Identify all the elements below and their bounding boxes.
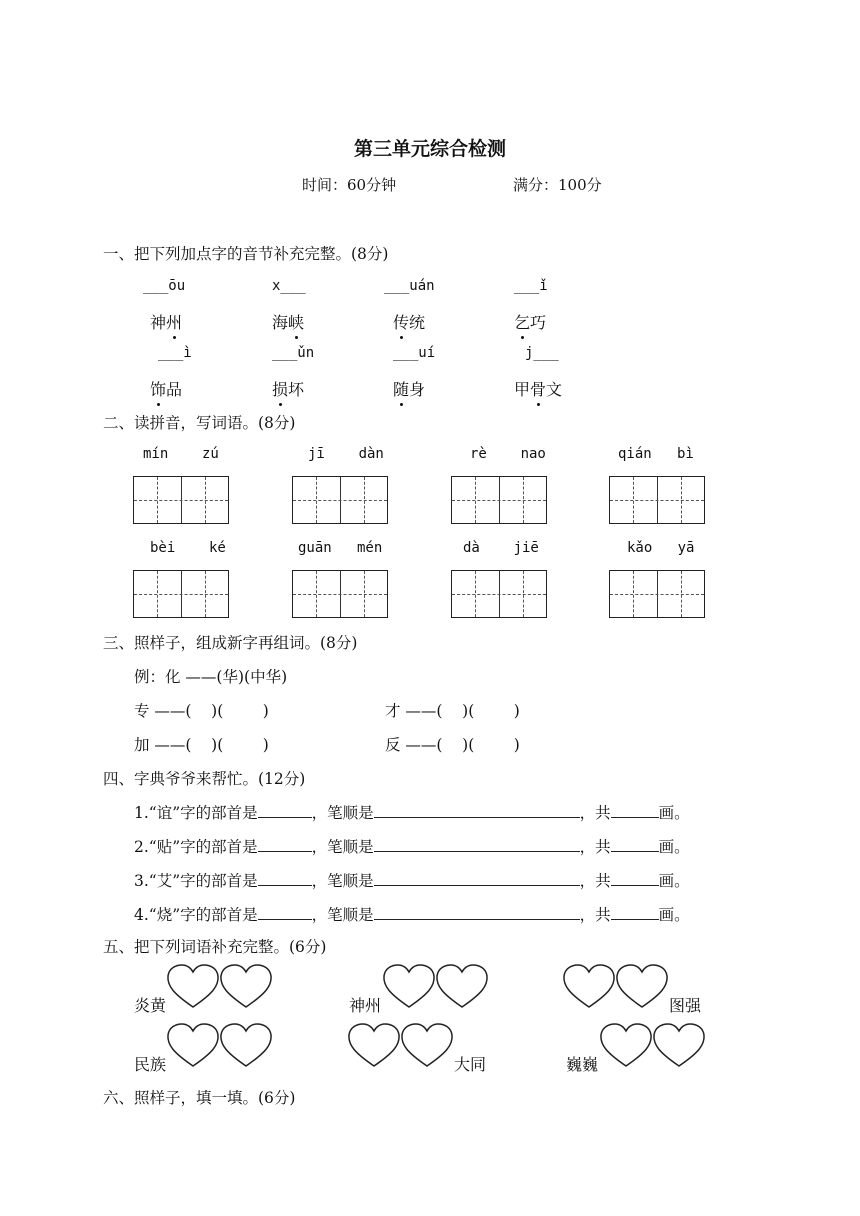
- word-with-dot: 传统: [393, 313, 426, 332]
- compose-item[interactable]: 反 ——( )( ): [385, 736, 520, 754]
- stroke-count-blank[interactable]: [611, 904, 659, 920]
- pinyin-label: guān mén: [298, 540, 383, 556]
- dictionary-item: 2.“贴”字的部首是 ，笔顺是 ，共 画。: [134, 838, 690, 856]
- compose-item[interactable]: 专 ——( )( ): [134, 702, 269, 720]
- section-1-heading: 一、把下列加点字的音节补充完整。(8分): [103, 245, 389, 263]
- pinyin-blank: ___uán: [384, 278, 435, 294]
- section-4-heading: 四、字典爷爷来帮忙。(12分): [103, 770, 306, 788]
- word-with-dot: 甲骨文: [514, 380, 563, 399]
- pinyin-blank: j___: [525, 345, 559, 361]
- pinyin-label: dà jiē: [463, 540, 539, 556]
- section-6-heading: 六、照样子，填一填。(6分): [103, 1089, 296, 1107]
- radical-blank[interactable]: [258, 802, 312, 818]
- section-2-heading: 二、读拼音，写词语。(8分): [103, 414, 296, 432]
- heart-blank-icon[interactable]: [562, 964, 616, 1010]
- stroke-count-blank[interactable]: [611, 802, 659, 818]
- writing-grid[interactable]: [292, 570, 388, 618]
- word-with-dot: 随身: [393, 380, 426, 399]
- radical-blank[interactable]: [258, 836, 312, 852]
- section-3-heading: 三、照样子，组成新字再组词。(8分): [103, 634, 358, 652]
- full-score: 满分：100分: [513, 176, 602, 194]
- pinyin-label: jī dàn: [308, 446, 384, 462]
- word-with-dot: 神州: [150, 313, 183, 332]
- writing-grid[interactable]: [451, 570, 547, 618]
- stroke-order-blank[interactable]: [374, 870, 580, 886]
- heart-blank-icon[interactable]: [219, 1023, 273, 1069]
- pinyin-label: rè nao: [470, 446, 546, 462]
- word-with-dot: 乞巧: [514, 313, 547, 332]
- section-5-heading: 五、把下列词语补充完整。(6分): [103, 938, 327, 956]
- radical-blank[interactable]: [258, 870, 312, 886]
- phrase-label: 炎黄: [134, 996, 167, 1015]
- heart-blank-icon[interactable]: [347, 1023, 401, 1069]
- stroke-order-blank[interactable]: [374, 802, 580, 818]
- heart-blank-icon[interactable]: [219, 964, 273, 1010]
- heart-blank-icon[interactable]: [652, 1023, 706, 1069]
- pinyin-label: kǎo yā: [627, 540, 695, 556]
- writing-grid[interactable]: [609, 476, 705, 524]
- word-with-dot: 海峡: [272, 313, 305, 332]
- pinyin-label: bèi ké: [150, 540, 226, 556]
- heart-blank-icon[interactable]: [166, 964, 220, 1010]
- writing-grid[interactable]: [292, 476, 388, 524]
- pinyin-blank: ___ōu: [143, 278, 186, 294]
- phrase-label: 大同: [454, 1055, 487, 1074]
- heart-blank-icon[interactable]: [615, 964, 669, 1010]
- pinyin-label: mín zú: [143, 446, 219, 462]
- compose-item[interactable]: 加 ——( )( ): [134, 736, 269, 754]
- writing-grid[interactable]: [133, 570, 229, 618]
- dictionary-item: 1.“谊”字的部首是 ，笔顺是 ，共 画。: [134, 804, 690, 822]
- pinyin-blank: x___: [272, 278, 306, 294]
- radical-blank[interactable]: [258, 904, 312, 920]
- writing-grid[interactable]: [133, 476, 229, 524]
- dictionary-item: 3.“艾”字的部首是 ，笔顺是 ，共 画。: [134, 872, 690, 890]
- pinyin-blank: ___uí: [393, 345, 436, 361]
- time-limit: 时间：60分钟: [302, 176, 397, 194]
- compose-item[interactable]: 才 ——( )( ): [385, 702, 520, 720]
- heart-blank-icon[interactable]: [166, 1023, 220, 1069]
- word-with-dot: 损坏: [272, 380, 305, 399]
- phrase-label: 民族: [134, 1055, 167, 1074]
- stroke-count-blank[interactable]: [611, 836, 659, 852]
- writing-grid[interactable]: [451, 476, 547, 524]
- stroke-count-blank[interactable]: [611, 870, 659, 886]
- pinyin-blank: ___ǐ: [514, 278, 548, 294]
- writing-grid[interactable]: [609, 570, 705, 618]
- pinyin-blank: ___ǔn: [272, 345, 315, 361]
- stroke-order-blank[interactable]: [374, 836, 580, 852]
- phrase-label: 巍巍: [566, 1055, 599, 1074]
- pinyin-label: qián bì: [618, 446, 694, 462]
- heart-blank-icon[interactable]: [599, 1023, 653, 1069]
- phrase-label: 神州: [349, 996, 382, 1015]
- heart-blank-icon[interactable]: [382, 964, 436, 1010]
- word-with-dot: 饰品: [150, 380, 183, 399]
- heart-blank-icon[interactable]: [435, 964, 489, 1010]
- example-line: 例：化 ——(华)(中华): [134, 668, 288, 686]
- phrase-label: 图强: [669, 996, 702, 1015]
- page-title: 第三单元综合检测: [353, 138, 506, 160]
- dictionary-item: 4.“烧”字的部首是 ，笔顺是 ，共 画。: [134, 906, 690, 924]
- stroke-order-blank[interactable]: [374, 904, 580, 920]
- heart-blank-icon[interactable]: [400, 1023, 454, 1069]
- pinyin-blank: ___ì: [158, 345, 192, 361]
